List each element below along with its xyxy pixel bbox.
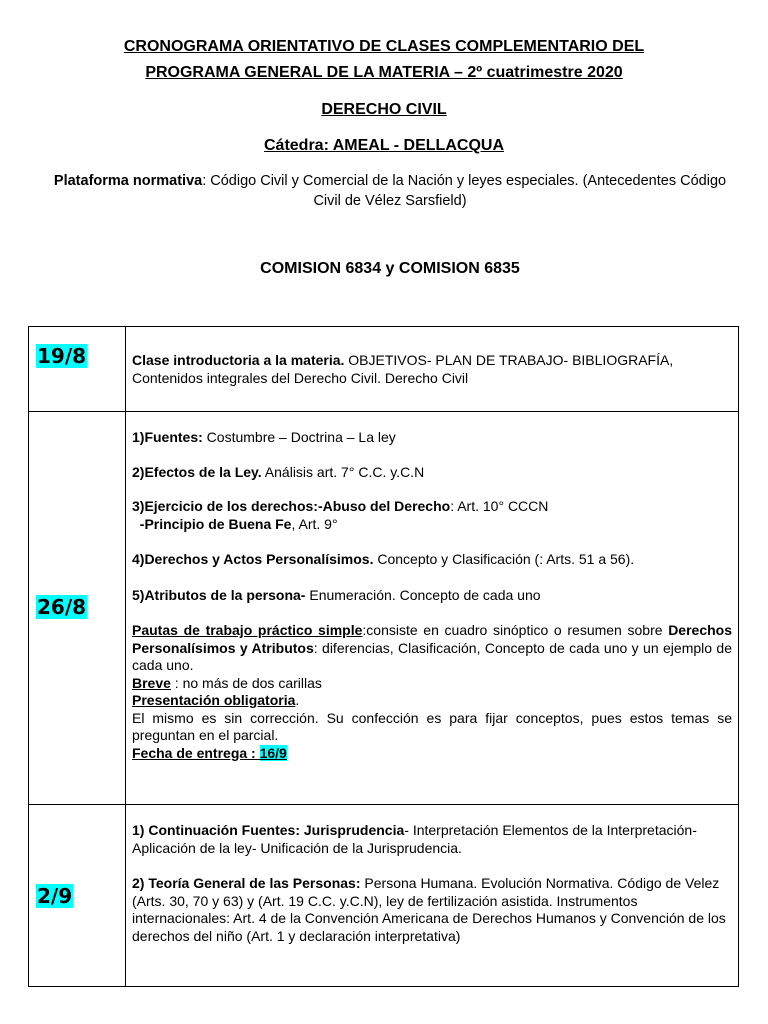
list-item: 2) Teoría General de las Personas: Persona Humana. Evolución Normativa. Código de Velez (Arts. 30, 70 y 63) y (Art. 19 C.C. y.C.N), ley de fertilización asistida. Instrumentos internacionales: Art. 4 de la Convención Americana de Derechos Humanos y Convención de los derechos del niño (Art. 1 y declaración interpretativa) [132, 875, 726, 944]
plataforma-text: : Código Civil y Comercial de la Nación y leyes especiales. (Antecedentes Código Civil de Vélez Sarsfield) [202, 173, 727, 209]
subject-title: DERECHO CIVIL [321, 101, 447, 118]
plataforma-normativa [40, 171, 740, 211]
catedra-title: Cátedra: AMEAL - DELLACQUA [263, 137, 504, 154]
comision-heading: COMISION 6834 y COMISION 6835 [260, 260, 520, 277]
content-cell [126, 805, 739, 987]
breve-paragraph: Breve : no más de dos carillas [132, 674, 322, 691]
plataforma-label: Plataforma normativa [53, 173, 203, 189]
table-row [29, 327, 739, 412]
document-title-line-1: CRONOGRAMA ORIENTATIVO DE CLASES COMPLEMENTARIO DEL [123, 38, 645, 55]
list-item: 3)Ejercicio de los derechos:-Abuso del Derecho: Art. 10° CCCN -Principio de Buena Fe, Art. 9° [132, 498, 549, 532]
list-item: 1) Continuación Fuentes: Jurisprudencia- Interpretación Elementos de la Interpretación- Aplicación de la ley- Unificación de la Jurisprudencia. [132, 822, 697, 856]
date-label: 26/8 [37, 595, 87, 619]
list-item: 4)Derechos y Actos Personalísimos. Concepto y Clasificación (: Arts. 51 a 56). [132, 551, 635, 567]
content-cell [126, 327, 739, 412]
date-cell [29, 327, 126, 412]
intro-text: OBJETIVOS- PLAN DE TRABAJO- BIBLIOGRAFÍA, Contenidos integrales del Derecho Civil. Derecho Civil [132, 352, 674, 386]
date-label: 2/9 [37, 884, 73, 908]
fecha-entrega: Fecha de entrega : 16/9 [132, 744, 287, 761]
fecha-entrega-value: 16/9 [259, 744, 287, 761]
list-item: 5)Atributos de la persona- Enumeración. Concepto de cada uno [132, 586, 541, 603]
table-row [29, 412, 739, 805]
intro-paragraph [132, 352, 732, 387]
correccion-paragraph: El mismo es sin corrección. Su confección es para fijar conceptos, pues estos temas se preguntan en el parcial. [132, 709, 732, 743]
date-label: 19/8 [37, 344, 87, 368]
content-cell [126, 412, 739, 805]
document-title-line-2: PROGRAMA GENERAL DE LA MATERIA – 2º cuatrimestre 2020 [145, 64, 623, 81]
list-item: 2)Efectos de la Ley. Análisis art. 7° C.C. y.C.N [132, 463, 425, 480]
presentacion-paragraph: Presentación obligatoria. [132, 692, 300, 708]
date-cell [29, 805, 126, 987]
intro-bold: Clase introductoria a la materia. [132, 352, 345, 368]
table-row [29, 805, 739, 987]
schedule-table [28, 326, 739, 987]
date-cell [29, 412, 126, 805]
pautas-paragraph: Pautas de trabajo práctico simple:consiste en cuadro sinóptico o resumen sobre Derechos Personalísimos y Atributos: diferencias, Clasificación, Concepto de cada uno y un ejemplo de cada uno. [132, 622, 732, 673]
list-item: 1)Fuentes: Costumbre – Doctrina – La ley [132, 429, 396, 445]
